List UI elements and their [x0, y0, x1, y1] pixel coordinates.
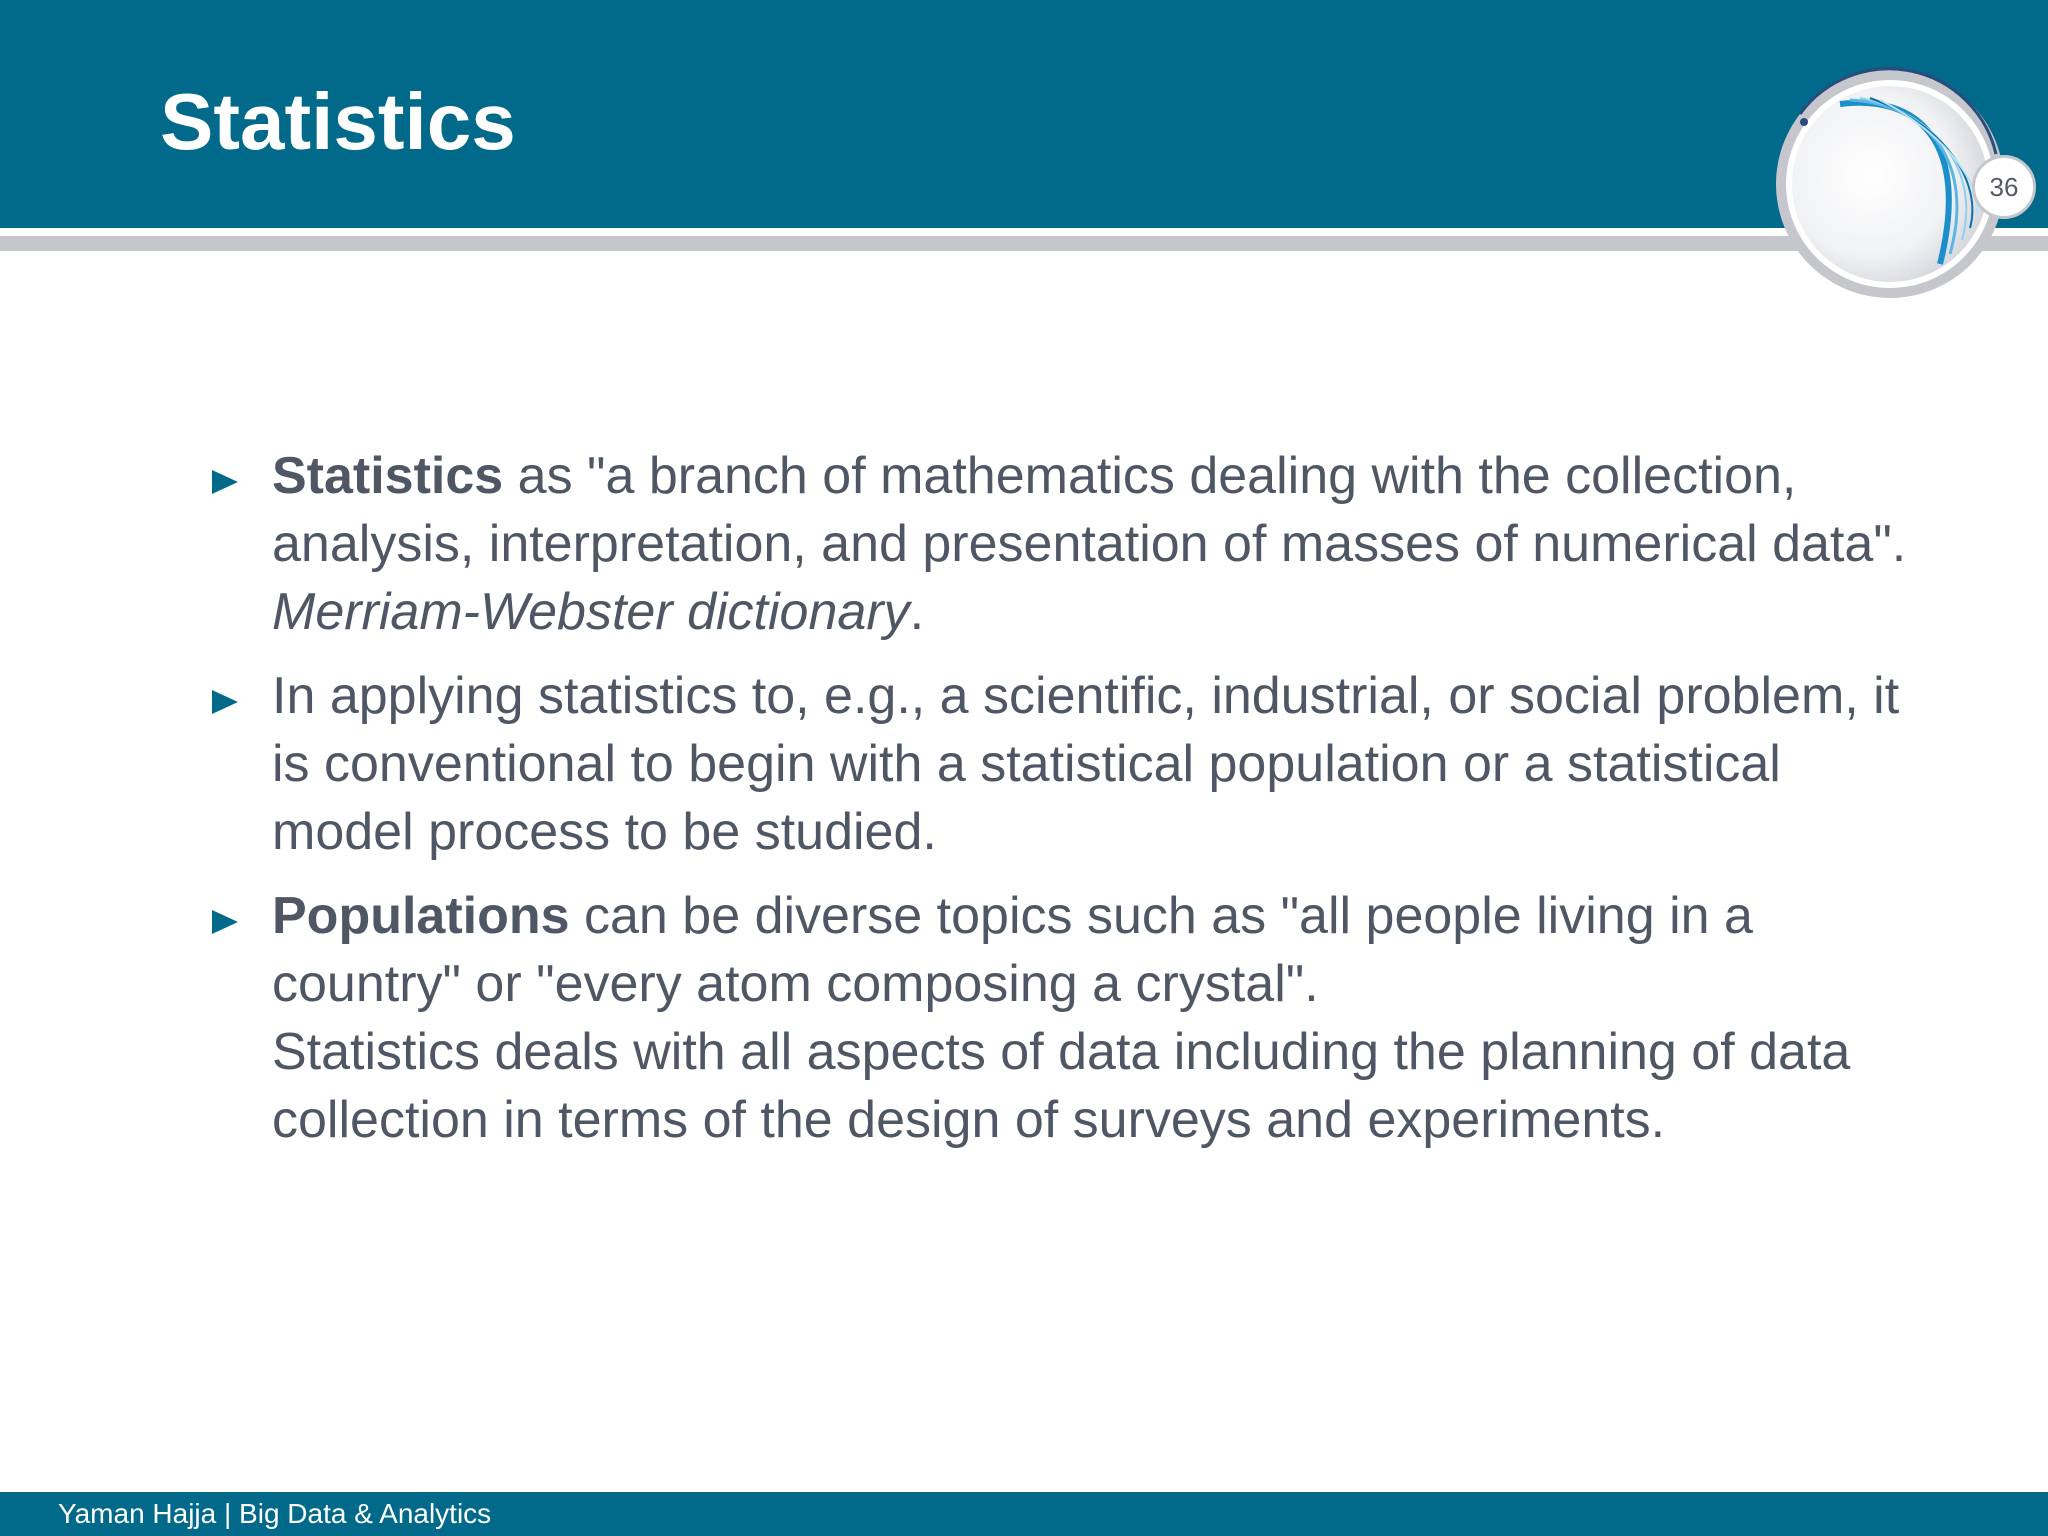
bullet-term: Statistics [272, 447, 504, 505]
bullet-text: can be diverse topics such as "all people living in a country" or "every atom composing a crystal". [272, 887, 1753, 1013]
slide-title: Statistics [160, 77, 516, 166]
triangle-right-icon [212, 690, 238, 714]
triangle-right-icon [212, 910, 238, 934]
header-divider-gray [0, 236, 2048, 251]
bullet-list [208, 442, 1908, 1170]
bullet-continuation-text: Statistics deals with all aspects of data including the planning of data collection in terms of the design of surveys and experiments. [272, 1023, 1851, 1149]
bullet-citation: Merriam-Webster dictionary [272, 583, 910, 641]
header-divider-white [0, 228, 2048, 236]
bullet-item-applying-statistics [208, 662, 1908, 866]
bullet-text: as "a branch of mathematics dealing with the collection, analysis, interpretation, and presentation of masses of numerical data". [272, 447, 1907, 573]
bullet-tail: . [909, 583, 925, 641]
footer-bar [0, 1492, 2048, 1536]
bullet-term: Populations [272, 887, 570, 945]
triangle-right-icon [212, 470, 238, 494]
bullet-item-statistics-definition [208, 442, 1908, 646]
footer-text: Yaman Hajja | Big Data & Analytics [58, 1498, 492, 1529]
page-number-badge: 36 [1972, 155, 2036, 219]
bullet-item-populations [208, 882, 1908, 1154]
bullet-text: In applying statistics to, e.g., a scientific, industrial, or social problem, it is conventional to begin with a statistical population or a statistical model process to be studied. [272, 667, 1900, 861]
